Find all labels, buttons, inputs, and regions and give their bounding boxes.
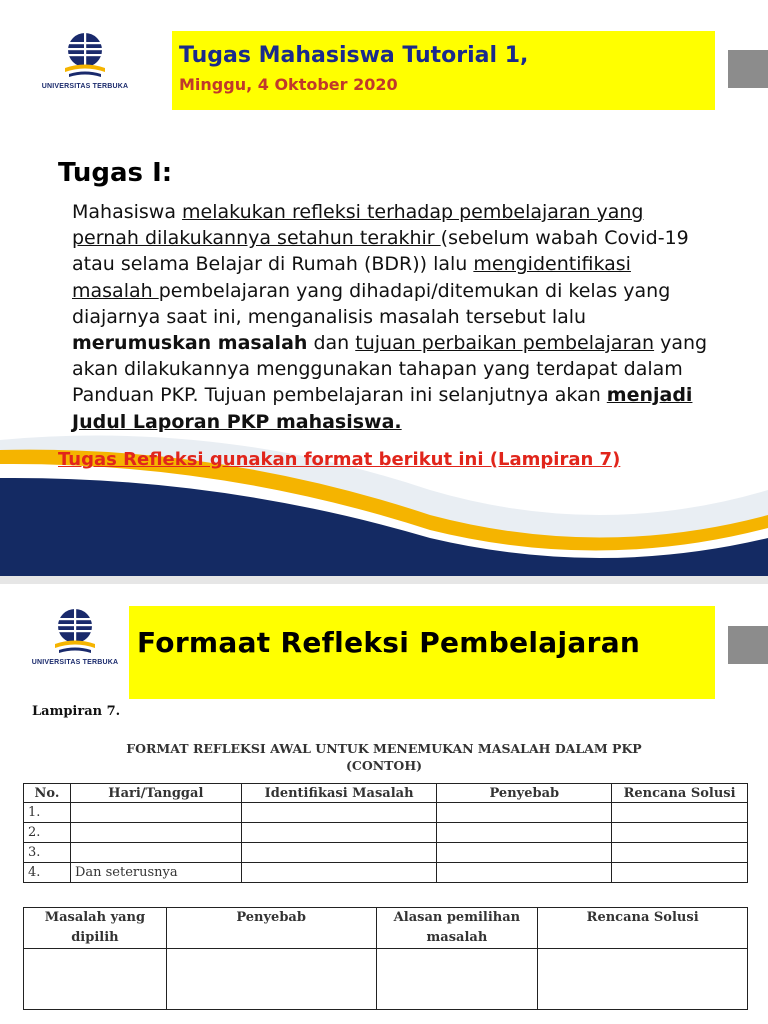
column-header: Penyebab xyxy=(166,908,376,949)
task-heading: Tugas I: xyxy=(58,158,173,188)
table-cell xyxy=(166,949,376,1010)
column-header: Rencana Solusi xyxy=(612,784,748,803)
slide-2 xyxy=(0,584,768,1024)
table-cell xyxy=(376,949,538,1010)
table-row xyxy=(24,863,748,883)
logo-text: UNIVERSITAS TERBUKA xyxy=(41,83,129,90)
table-cell: 4. xyxy=(24,863,71,883)
title-box xyxy=(172,31,715,110)
para-underlined-2: mengidentifikasi masalah xyxy=(72,253,631,302)
table-cell xyxy=(437,823,612,843)
column-header: Penyebab xyxy=(437,784,612,803)
table-header-row xyxy=(24,908,748,949)
logo-universitas-terbuka xyxy=(25,606,125,666)
table-cell: 1. xyxy=(24,803,71,823)
table-cell xyxy=(241,863,437,883)
para-bold-2: menjadi Judul Laporan PKP mahasiswa. xyxy=(72,384,693,433)
para-underlined-1: melakukan refleksi terhadap pembelajaran yang pernah dilakukannya setahun terakhir xyxy=(72,201,644,250)
table-cell xyxy=(437,843,612,863)
column-header: Rencana Solusi xyxy=(538,908,748,949)
table-row xyxy=(24,823,748,843)
title-box xyxy=(129,606,715,699)
para-text-1: Mahasiswa xyxy=(72,201,183,223)
table-cell: 3. xyxy=(24,843,71,863)
table-cell xyxy=(437,863,612,883)
table-row xyxy=(24,843,748,863)
table-row xyxy=(24,803,748,823)
table-header-row xyxy=(24,784,748,803)
university-emblem-icon xyxy=(45,606,105,658)
column-header: No. xyxy=(24,784,71,803)
format-note: Tugas Refleksi gunakan format berikut ini (Lampiran 7) xyxy=(58,449,621,470)
table-cell xyxy=(612,803,748,823)
format-title-sub: (CONTOH) xyxy=(345,758,423,773)
slide-title: Tugas Mahasiswa Tutorial 1, xyxy=(179,43,529,68)
logo-universitas-terbuka xyxy=(35,30,135,90)
problem-selection-table xyxy=(23,907,748,1010)
column-header: Hari/Tanggal xyxy=(70,784,241,803)
task-description xyxy=(72,199,712,435)
para-text-2: (sebelum wabah Covid-19 atau selama Belajar di Rumah (BDR)) lalu xyxy=(72,227,689,276)
table-cell xyxy=(70,823,241,843)
column-header: Masalah yang dipilih xyxy=(24,908,167,949)
table-cell xyxy=(437,803,612,823)
header-accent-bar xyxy=(728,626,768,664)
reflection-table xyxy=(23,783,748,883)
para-text-4: dan xyxy=(307,332,356,355)
table-cell xyxy=(24,949,167,1010)
table-cell: 2. xyxy=(24,823,71,843)
format-title-main: FORMAT REFLEKSI AWAL UNTUK MENEMUKAN MASALAH DALAM PKP xyxy=(126,741,642,756)
table-cell: Dan seterusnya xyxy=(70,863,241,883)
para-text-3: pembelajaran yang dihadapi/ditemukan di kelas yang diajarnya saat ini, menganalisis masalah tersebut lalu xyxy=(72,279,671,328)
header-accent-bar xyxy=(728,50,768,88)
table-cell xyxy=(241,843,437,863)
table-cell xyxy=(241,823,437,843)
table-cell xyxy=(612,863,748,883)
slide-separator xyxy=(0,576,768,584)
appendix-label: Lampiran 7. xyxy=(32,704,121,719)
format-title xyxy=(24,740,744,774)
column-header: Alasan pemilihan masalah xyxy=(376,908,538,949)
table-cell xyxy=(538,949,748,1010)
logo-text: UNIVERSITAS TERBUKA xyxy=(31,659,119,666)
table-cell xyxy=(612,843,748,863)
table-cell xyxy=(612,823,748,843)
table-row xyxy=(24,949,748,1010)
para-underlined-3: tujuan perbaikan pembelajaran xyxy=(355,332,655,355)
table-cell xyxy=(70,843,241,863)
para-bold-1: merumuskan masalah xyxy=(72,332,308,355)
column-header: Identifikasi Masalah xyxy=(241,784,437,803)
table-cell xyxy=(241,803,437,823)
table-cell xyxy=(70,803,241,823)
para-text-5: yang akan dilakukannya menggunakan tahapan yang terdapat dalam Panduan PKP. Tujuan pembelajaran ini selanjutnya akan xyxy=(72,332,708,407)
slide-subtitle-date: Minggu, 4 Oktober 2020 xyxy=(179,75,398,94)
university-emblem-icon xyxy=(55,30,115,82)
slide-title: Formaat Refleksi Pembelajaran xyxy=(137,626,641,659)
